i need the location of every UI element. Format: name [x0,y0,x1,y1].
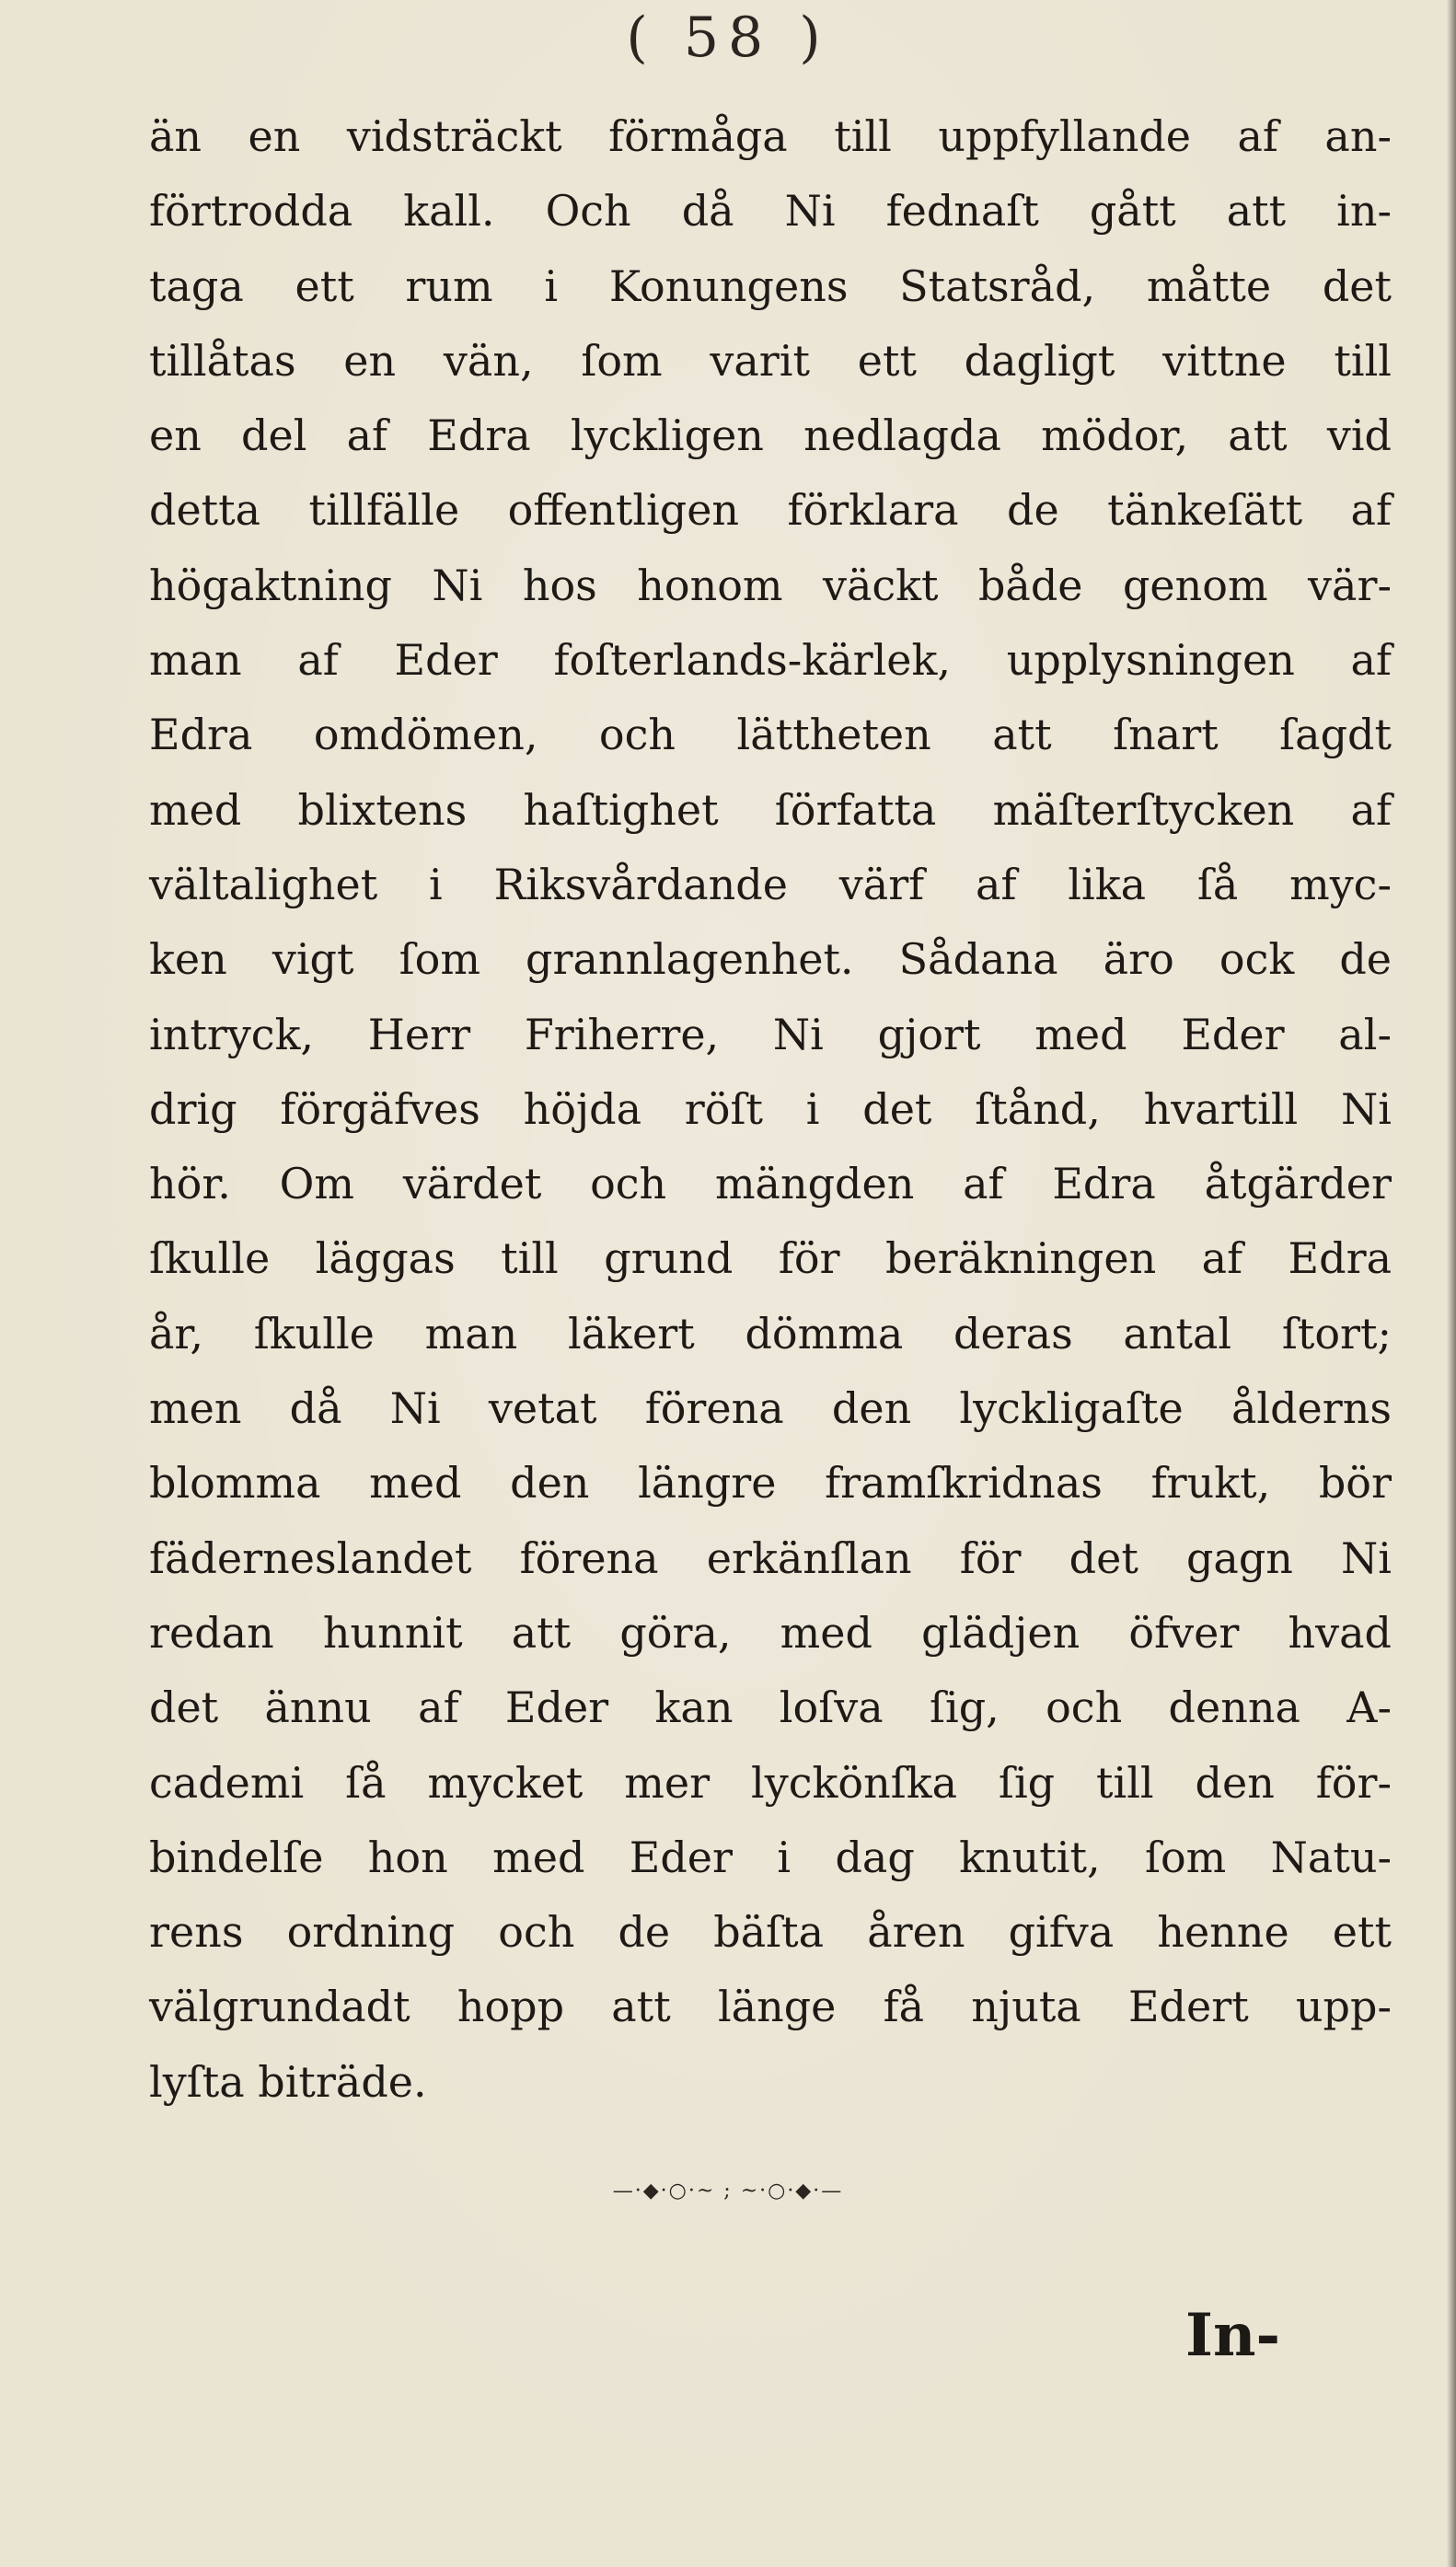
text-line: redan hunnit att göra, med glädjen öfver hvad [149,1607,1392,1658]
text-line: lyſta biträde. [149,2056,427,2107]
ornament-divider: —·◆·○·~ ; ~·○·◆·— [612,2180,844,2203]
text-line: Edra omdömen, och lättheten att ſnart ſagdt [149,710,1392,760]
page-number: ( 58 ) [626,6,830,70]
text-line: ſkulle läggas till grund för beräkningen af Edra [149,1233,1392,1284]
text-line: en del af Edra lyckligen nedlagda mödor, att vid [149,410,1392,461]
text-line: vältalighet i Riksvårdande värf af lika ſå myc- [149,859,1392,909]
text-line: det ännu af Eder kan loſva ſig, och denna A- [149,1682,1392,1733]
catchword: In- [1185,2301,1281,2370]
text-line: rens ordning och de bäſta åren gifva henne ett [149,1907,1392,1958]
text-line: taga ett rum i Konungens Statsråd, måtte det [149,260,1392,311]
text-line: förtrodda kall. Och då Ni fednaſt gått att in- [149,186,1392,237]
text-line: än en vidsträckt förmåga till uppfyllande af an- [149,111,1392,161]
text-line: man af Eder foſterlands-kärlek, upplysningen af [149,635,1392,686]
text-line: cademi ſå mycket mer lyckönſka ſig till den för- [149,1757,1392,1808]
text-line: högaktning Ni hos honom väckt både genom vär- [149,560,1392,610]
text-line: år, ſkulle man läkert dömma deras antal ſtort; [149,1308,1392,1359]
text-line: fäderneslandet förena erkänſlan för det gagn Ni [149,1532,1392,1583]
text-line: blomma med den längre framſkridnas frukt, bör [149,1458,1392,1509]
text-line: tillåtas en vän, ſom varit ett dagligt vittne till [149,335,1392,386]
text-line: bindelſe hon med Eder i dag knutit, ſom Natu- [149,1832,1392,1882]
text-line: detta tillfälle offentligen förklara de tänkeſätt af [149,485,1392,536]
text-line: men då Ni vetat förena den lyckligaſte ålderns [149,1383,1392,1434]
text-line: intryck, Herr Friherre, Ni gjort med Eder al- [149,1009,1392,1059]
body-text [149,99,1392,2120]
text-line: hör. Om värdet och mängden af Edra åtgärder [149,1159,1392,1209]
text-line: välgrundadt hopp att länge få njuta Edert upp- [149,1982,1392,2032]
text-line: med blixtens haſtighet ſörfatta mäſterſtycken af [149,784,1392,835]
text-line: ken vigt ſom grannlagenhet. Sådana äro ock de [149,934,1392,985]
text-line: drig förgäfves höjda röſt i det ſtånd, hvartill Ni [149,1083,1392,1134]
